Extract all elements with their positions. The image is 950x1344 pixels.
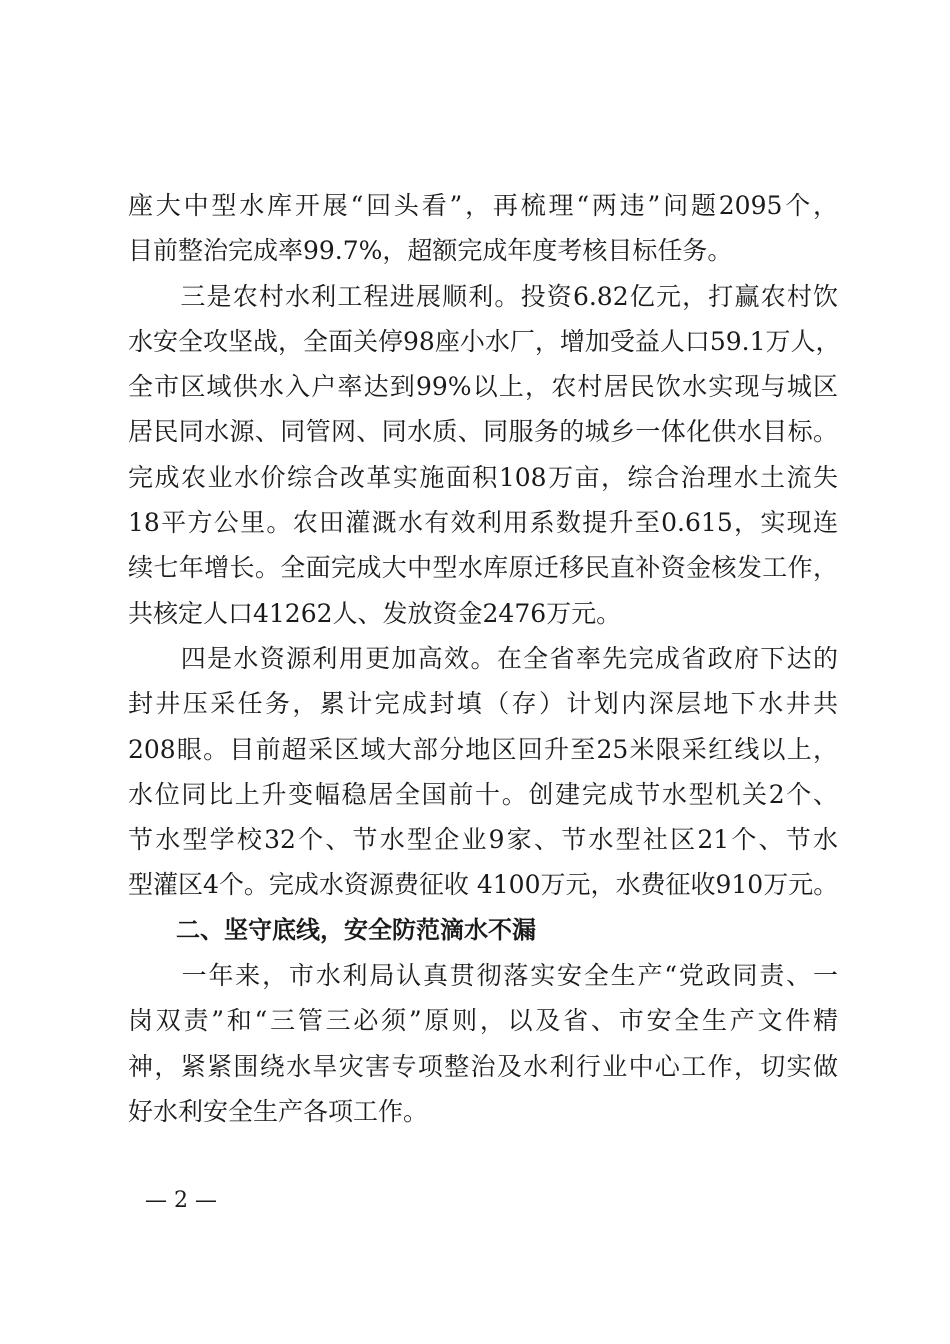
text-line: 好水利安全生产各项工作。 [128,1096,429,1126]
text-line: 封井压采任务，累计完成封填（存）计划内深层地下水井共 [128,689,838,719]
text-line: 四是水资源利用更加高效。在全省率先完成省政府下达的 [128,643,838,673]
text-line: 节水型学校32个、节水型企业9家、节水型社区21个、节水 [128,825,838,855]
text-line: 座大中型水库开展“回头看”，再梳理“两违”问题2095个， [128,191,838,220]
section-heading: 二、坚守底线，安全防范滴水不漏 [128,915,536,944]
text-line: 水安全攻坚战，全面关停98座小水厂，增加受益人口59.1万人， [128,326,841,356]
text-line: 三是农村水利工程进展顺利。投资6.82亿元，打赢农村饮 [128,281,838,311]
text-line: 全市区域供水入户率达到99%以上，农村居民饮水实现与城区 [128,372,838,402]
body-text [128,183,841,1134]
text-line: 共核定人口41262人、发放资金2476万元。 [128,598,622,628]
text-line: 居民同水源、同管网、同水质、同服务的城乡一体化供水目标。 [128,417,838,447]
text-line: 18平方公里。农田灌溉水有效利用系数提升至0.615，实现连 [128,508,838,538]
text-line: 型灌区4个。完成水资源费征收 4100万元，水费征收910万元。 [128,870,839,900]
text-line: 水位同比上升变幅稳居全国前十。创建完成节水型机关2个、 [128,779,838,809]
page-number: — 2 — [145,1188,217,1213]
text-line: 岗双责”和“三管三必须”原则，以及省、市安全生产文件精 [128,1006,838,1036]
text-line: 完成农业水价综合改革实施面积108万亩，综合治理水土流失 [128,462,838,492]
text-line: 一年来，市水利局认真贯彻落实安全生产“党政同责、一 [128,961,838,991]
text-line: 目前整治完成率99.7%，超额完成年度考核目标任务。 [128,236,733,266]
text-line: 神，紧紧围绕水旱灾害专项整治及水利行业中心工作，切实做 [128,1051,838,1081]
text-line: 续七年增长。全面完成大中型水库原迁移民直补资金核发工作， [128,553,838,583]
text-line: 208眼。目前超采区域大部分地区回升至25米限采红线以上， [128,734,838,764]
